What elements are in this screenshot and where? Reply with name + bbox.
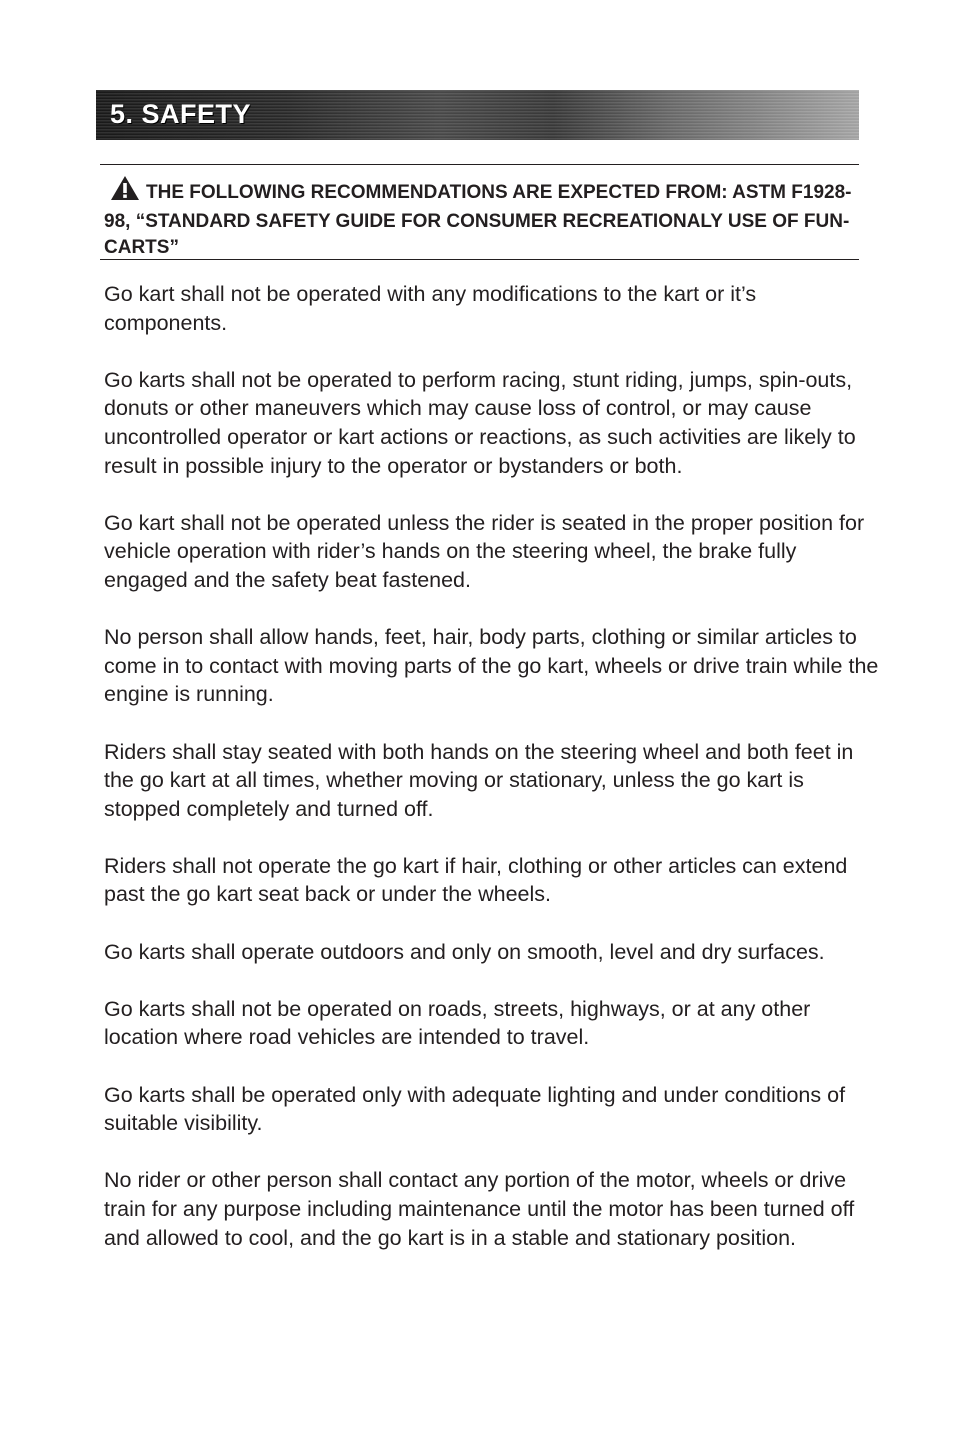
warning-notice: [100, 164, 859, 260]
rule-paragraph: Riders shall not operate the go kart if hair, clothing or other articles can extend past the go kart seat back or under the wheels.: [104, 853, 848, 907]
section-title: 5. SAFETY: [110, 99, 252, 129]
rule-paragraph: Go karts shall be operated only with adequate lighting and under conditions of suitable visibility.: [104, 1082, 846, 1136]
rule-paragraph: No person shall allow hands, feet, hair, body parts, clothing or similar articles to come in to contact with moving parts of the go kart, wheels or drive train while the engine is running.: [104, 625, 879, 707]
warning-paragraph: [104, 175, 859, 261]
rule-paragraph: No rider or other person shall contact any portion of the motor, wheels or drive train for any purpose including maintenance until the motor has been turned off and allowed to cool, and the go kart is in a stable and stationary position.: [104, 1168, 855, 1250]
warning-text: THE FOLLOWING RECOMMENDATIONS ARE EXPECTED FROM: ASTM F1928-98, “STANDARD SAFETY GUIDE FOR CONSUMER RECREATIONALY USE OF FUN-CARTS”: [104, 182, 852, 258]
rule-paragraph: Go karts shall not be operated on roads, streets, highways, or at any other location where road vehicles are intended to travel.: [104, 996, 811, 1050]
rule-paragraph: Go karts shall operate outdoors and only on smooth, level and dry surfaces.: [104, 939, 825, 964]
section-header-banner: [96, 90, 859, 140]
rule-paragraph: Go kart shall not be operated unless the rider is seated in the proper position for vehicle operation with rider’s hands on the steering wheel, the brake fully engaged and the safety beat fastened.: [104, 510, 865, 592]
rule-paragraph: Go karts shall not be operated to perform racing, stunt riding, jumps, spin-outs, donuts or other maneuvers which may cause loss of control, or may cause uncontrolled operator or kart actions or reactions, as such activities are likely to result in possible injury to the operator or bystanders or both.: [104, 367, 856, 478]
rule-paragraph: Riders shall stay seated with both hands on the steering wheel and both feet in the go kart at all times, whether moving or stationary, unless the go kart is stopped completely and turned off.: [104, 739, 854, 821]
rule-paragraph: Go kart shall not be operated with any modifications to the kart or it’s components.: [104, 282, 757, 335]
safety-rules: [104, 280, 884, 1281]
warning-triangle-icon: [110, 175, 140, 209]
